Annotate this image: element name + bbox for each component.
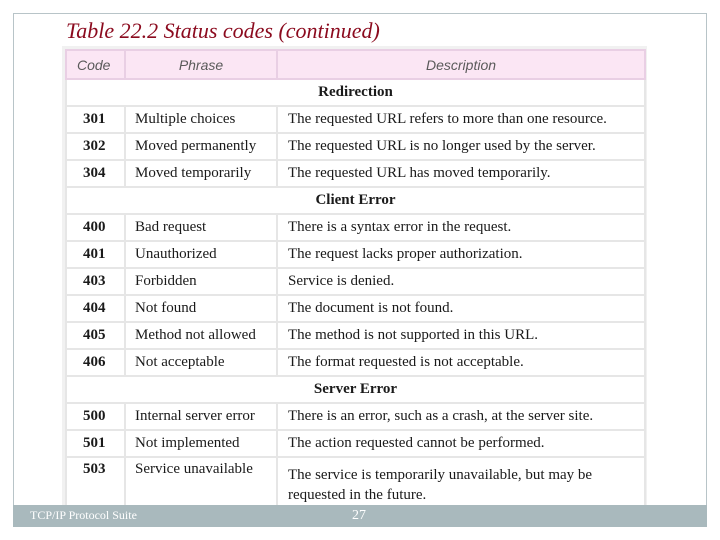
footer-course-title: TCP/IP Protocol Suite — [30, 508, 137, 522]
table-row — [66, 403, 645, 430]
status-code: 400 — [66, 214, 125, 241]
status-code: 503 — [66, 457, 125, 512]
header-code: Code — [66, 50, 125, 79]
status-code: 500 — [66, 403, 125, 430]
status-phrase: Multiple choices — [125, 106, 277, 133]
status-code: 304 — [66, 160, 125, 187]
status-description: The service is temporarily unavailable, but may be requested in the future. — [277, 457, 645, 512]
table-row — [66, 160, 645, 187]
header-description: Description — [277, 50, 645, 79]
status-description: The action requested cannot be performed. — [277, 430, 645, 457]
status-description: The request lacks proper authorization. — [277, 241, 645, 268]
status-phrase: Moved permanently — [125, 133, 277, 160]
section-redirection — [66, 79, 645, 106]
status-description: The requested URL refers to more than one resource. — [277, 106, 645, 133]
status-phrase: Not found — [125, 295, 277, 322]
status-code: 302 — [66, 133, 125, 160]
status-description: The requested URL has moved temporarily. — [277, 160, 645, 187]
status-code: 406 — [66, 349, 125, 376]
table-title: Table 22.2 Status codes (continued) — [66, 18, 380, 43]
status-description: The requested URL is no longer used by the server. — [277, 133, 645, 160]
section-label: Client Error — [66, 187, 645, 214]
status-codes-table — [65, 49, 646, 513]
status-description: The method is not supported in this URL. — [277, 322, 645, 349]
status-phrase: Forbidden — [125, 268, 277, 295]
status-code: 301 — [66, 106, 125, 133]
table-row — [66, 457, 645, 512]
status-code: 403 — [66, 268, 125, 295]
section-client-error — [66, 187, 645, 214]
status-code: 404 — [66, 295, 125, 322]
status-description: Service is denied. — [277, 268, 645, 295]
status-code: 501 — [66, 430, 125, 457]
table-row — [66, 430, 645, 457]
table-row — [66, 349, 645, 376]
status-description: There is a syntax error in the request. — [277, 214, 645, 241]
status-phrase: Method not allowed — [125, 322, 277, 349]
status-description: There is an error, such as a crash, at the server site. — [277, 403, 645, 430]
section-label: Redirection — [66, 79, 645, 106]
status-phrase: Unauthorized — [125, 241, 277, 268]
status-phrase: Bad request — [125, 214, 277, 241]
table-header-row — [66, 50, 645, 79]
table-row — [66, 322, 645, 349]
page-number: 27 — [352, 508, 366, 523]
status-phrase: Service unavailable — [125, 457, 277, 512]
status-code: 401 — [66, 241, 125, 268]
table-row — [66, 241, 645, 268]
status-description: The format requested is not acceptable. — [277, 349, 645, 376]
status-description: The document is not found. — [277, 295, 645, 322]
status-phrase: Internal server error — [125, 403, 277, 430]
status-phrase: Not acceptable — [125, 349, 277, 376]
table-row — [66, 295, 645, 322]
section-label: Server Error — [66, 376, 645, 403]
table-row — [66, 133, 645, 160]
table-panel — [62, 46, 647, 510]
table-row — [66, 106, 645, 133]
status-phrase: Moved temporarily — [125, 160, 277, 187]
header-phrase: Phrase — [125, 50, 277, 79]
status-code: 405 — [66, 322, 125, 349]
table-row — [66, 268, 645, 295]
table-row — [66, 214, 645, 241]
section-server-error — [66, 376, 645, 403]
status-phrase: Not implemented — [125, 430, 277, 457]
